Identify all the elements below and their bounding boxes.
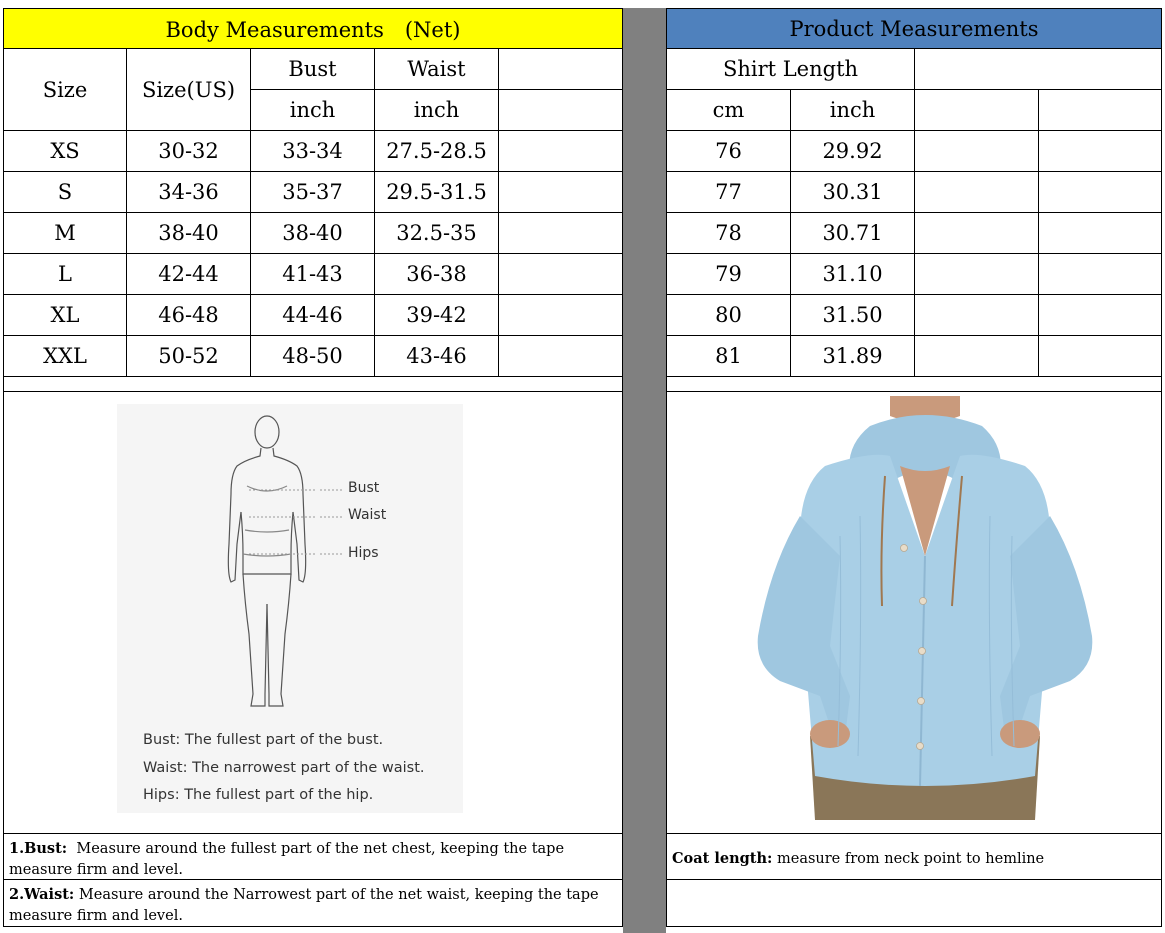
body-value-bust: 41-43 [282, 262, 343, 286]
product-value-inch: 31.89 [822, 344, 883, 368]
unit-bust [251, 90, 375, 131]
body-figure-panel [117, 404, 463, 813]
body-measurements-title: Body Measurements (Net) [165, 17, 461, 42]
product-cell-empty [1039, 336, 1162, 377]
body-cell-empty [499, 295, 623, 336]
product-cell-inch [791, 295, 915, 336]
unit-inch-label: inch [829, 98, 876, 122]
body-value-us: 30-32 [158, 139, 219, 163]
product-cell-empty [1039, 131, 1162, 172]
body-value-us: 42-44 [158, 262, 219, 286]
body-cell-size [3, 336, 127, 377]
col-header-bust [251, 49, 375, 90]
product-value-inch: 31.50 [822, 303, 883, 327]
product-cell-empty [915, 295, 1039, 336]
figure-label-bust: Bust [348, 480, 380, 496]
note-waist-term: 2.Waist: [9, 886, 75, 903]
legend-waist-text: The narrowest part of the waist. [192, 760, 425, 776]
product-cell-inch [791, 213, 915, 254]
note-coat-term: Coat length: [672, 850, 773, 867]
body-value-waist: 27.5-28.5 [386, 139, 487, 163]
unit-waist [375, 90, 499, 131]
product-cell-cm [666, 131, 791, 172]
body-cell-empty [499, 254, 623, 295]
unit-empty [499, 90, 623, 131]
body-value-size: XS [50, 139, 80, 163]
body-outline-icon [117, 404, 463, 724]
product-value-inch: 30.71 [822, 221, 883, 245]
col-header-waist [375, 49, 499, 90]
body-cell-waist [375, 336, 499, 377]
body-cell-empty [499, 131, 623, 172]
note-bust-term: 1.Bust: [9, 840, 68, 857]
body-value-size: XL [50, 303, 80, 327]
product-cell-empty [915, 172, 1039, 213]
body-value-waist: 29.5-31.5 [386, 180, 487, 204]
legend-waist-term: Waist: [143, 760, 188, 776]
body-cell-waist [375, 131, 499, 172]
legend-waist [143, 760, 425, 776]
product-value-cm: 78 [715, 221, 742, 245]
body-cell-waist [375, 254, 499, 295]
col-header-empty [499, 49, 623, 90]
product-value-cm: 77 [715, 180, 742, 204]
body-value-waist: 36-38 [406, 262, 467, 286]
body-cell-us [127, 254, 251, 295]
product-cell-cm [666, 172, 791, 213]
divider-column [623, 8, 666, 933]
product-cell-empty [1039, 254, 1162, 295]
col-header-size-us-label: Size(US) [141, 77, 236, 102]
hooded-shirt-icon [750, 396, 1100, 820]
product-cell-empty [1039, 172, 1162, 213]
body-value-us: 34-36 [158, 180, 219, 204]
body-cell-size [3, 131, 127, 172]
legend-bust-term: Bust: [143, 732, 181, 748]
product-measurements-title: Product Measurements [789, 16, 1039, 41]
product-cell-empty [1039, 213, 1162, 254]
product-cell-empty [915, 131, 1039, 172]
product-cell-inch [791, 254, 915, 295]
product-cell-cm [666, 336, 791, 377]
product-cell-empty [915, 213, 1039, 254]
body-cell-empty [499, 172, 623, 213]
body-value-size: S [57, 180, 73, 204]
col-header-waist-label: Waist [407, 57, 466, 81]
col-header-product-empty [915, 49, 1162, 90]
body-cell-bust [251, 295, 375, 336]
col-header-size [3, 49, 127, 131]
note-waist [3, 880, 623, 927]
body-value-us: 50-52 [158, 344, 219, 368]
body-cell-us [127, 172, 251, 213]
product-value-inch: 30.31 [822, 180, 883, 204]
product-value-cm: 81 [715, 344, 742, 368]
body-cell-waist [375, 295, 499, 336]
body-cell-us [127, 336, 251, 377]
body-cell-bust [251, 336, 375, 377]
body-value-bust: 33-34 [282, 139, 343, 163]
body-value-size: L [58, 262, 72, 286]
product-cell-empty [1039, 295, 1162, 336]
unit-cm [666, 90, 791, 131]
unit-inch [791, 90, 915, 131]
legend-bust [143, 732, 383, 748]
product-cell-cm [666, 213, 791, 254]
body-cell-empty [499, 213, 623, 254]
body-value-waist: 32.5-35 [396, 221, 477, 245]
legend-bust-text: The fullest part of the bust. [184, 732, 384, 748]
body-cell-us [127, 295, 251, 336]
product-value-cm: 76 [715, 139, 742, 163]
body-value-waist: 39-42 [406, 303, 467, 327]
spacer-row-left [3, 377, 623, 392]
body-cell-bust [251, 254, 375, 295]
product-cell-inch [791, 336, 915, 377]
note-coat-text: measure from neck point to hemline [776, 851, 1045, 867]
body-cell-size [3, 254, 127, 295]
body-cell-us [127, 213, 251, 254]
body-value-bust: 48-50 [282, 344, 343, 368]
body-cell-size [3, 213, 127, 254]
body-cell-size [3, 295, 127, 336]
legend-hips [143, 787, 373, 803]
product-measurements-header [666, 8, 1162, 49]
body-cell-size [3, 172, 127, 213]
note-bust [3, 833, 623, 880]
product-value-cm: 79 [715, 262, 742, 286]
unit-waist-label: inch [413, 98, 460, 122]
product-value-inch: 31.10 [822, 262, 883, 286]
col-header-size-us [127, 49, 251, 131]
product-cell-cm [666, 295, 791, 336]
body-value-waist: 43-46 [406, 344, 467, 368]
body-value-bust: 35-37 [282, 180, 343, 204]
product-value-inch: 29.92 [822, 139, 883, 163]
col-header-bust-label: Bust [288, 57, 337, 81]
figure-label-hips: Hips [348, 545, 379, 561]
body-cell-bust [251, 131, 375, 172]
product-cell-inch [791, 172, 915, 213]
body-value-bust: 38-40 [282, 221, 343, 245]
body-cell-empty [499, 336, 623, 377]
body-cell-waist [375, 172, 499, 213]
col-header-shirt-length-label: Shirt Length [722, 57, 859, 81]
col-header-size-label: Size [42, 77, 88, 102]
unit-product-empty-1 [915, 90, 1039, 131]
body-value-us: 46-48 [158, 303, 219, 327]
body-value-size: M [54, 221, 76, 245]
body-cell-bust [251, 172, 375, 213]
legend-hips-text: The fullest part of the hip. [184, 787, 374, 803]
product-cell-empty [915, 336, 1039, 377]
legend-hips-term: Hips: [143, 787, 180, 803]
unit-cm-label: cm [712, 98, 745, 122]
note-coat-length [666, 833, 1162, 880]
col-header-shirt-length [666, 49, 915, 90]
product-value-cm: 80 [715, 303, 742, 327]
body-cell-waist [375, 213, 499, 254]
figure-label-waist: Waist [348, 507, 387, 523]
note-bust-text: Measure around the fullest part of the net chest, keeping the tape measure firm and level. [9, 841, 565, 878]
body-measurements-header [3, 8, 623, 49]
spacer-row-right [666, 377, 1162, 392]
body-cell-us [127, 131, 251, 172]
unit-product-empty-2 [1039, 90, 1162, 131]
body-value-us: 38-40 [158, 221, 219, 245]
unit-bust-label: inch [289, 98, 336, 122]
product-cell-empty [915, 254, 1039, 295]
body-cell-bust [251, 213, 375, 254]
note-waist-text: Measure around the Narrowest part of the net waist, keeping the tape measure firm and level. [9, 887, 599, 924]
product-cell-inch [791, 131, 915, 172]
note-empty-right [666, 880, 1162, 927]
body-value-bust: 44-46 [282, 303, 343, 327]
product-cell-cm [666, 254, 791, 295]
body-value-size: XXL [43, 344, 87, 368]
